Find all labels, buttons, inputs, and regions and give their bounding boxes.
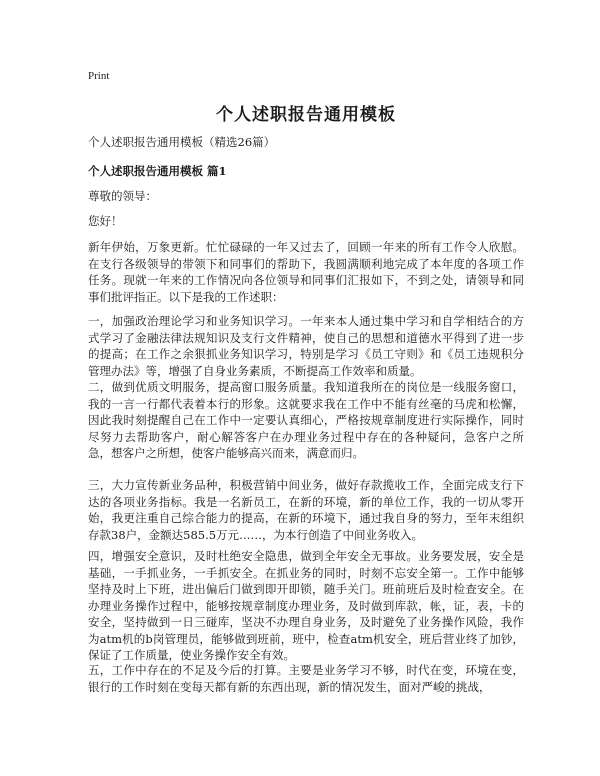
document-subtitle: 个人述职报告通用模板（精选26篇） — [88, 135, 276, 149]
salutation: 尊敬的领导： — [88, 189, 157, 203]
paragraph: 一，加强政治理论学习和业务知识学习。一年来本人通过集中学习和自学相结合的方式学习了金融法律法规知识及支行文件精神，使自己的思想和道德水平得到了进一步的提高；在工作之余狠抓业务知识学习，特别是学习《员工守则》和《员工违规积分管理办法》等，增强了自身业务素质，不断提高工作效率和质量。 — [88, 314, 524, 378]
print-link[interactable]: Print — [88, 70, 110, 82]
paragraph: 四，增强安全意识，及时杜绝安全隐患，做到全年安全无事故。业务要发展，安全是基础，一手抓业务，一手抓安全。在抓业务的同时，时刻不忘安全第一。工作中能够坚持及时上下班，进出偏后门做到即开即锁，随手关门。班前班后及时检查安全。在办理业务操作过程中，能够按规章制度办理业务，及时做到库款，帐，证，表，卡的安全，坚持做到一日三碰库，坚决不办理自身业务，及时避免了业务操作风险，我作为atm机的b岗管理员，能够做到班前，班中，检查atm机安全，班后营业终了加钞，保证了工作质量，使业务操作安全有效。 — [88, 549, 524, 662]
paragraph: 新年伊始，万象更新。忙忙碌碌的一年又过去了，回顾一年来的所有工作令人欣慰。在支行各级领导的带领下和同事们的帮助下，我圆满顺利地完成了本年度的各项工作任务。现就一年来的工作情况向各位领导和同事们汇报如下，不到之处，请领导和同事们批评指正。以下是我的工作述职： — [88, 240, 524, 304]
paragraph: 五，工作中存在的不足及今后的打算。主要是业务学习不够，时代在变，环境在变，银行的工作时刻在变每天都有新的东西出现，新的情况发生，面对严峻的挑战， — [88, 663, 524, 694]
section-heading: 个人述职报告通用模板 篇1 — [88, 164, 227, 178]
paragraph: 二，做到优质文明服务，提高窗口服务质量。我知道我所在的岗位是一线服务窗口，我的一言一行都代表着本行的形象。这就要求我在工作中不能有丝毫的马虎和松懈，因此我时刻提醒自己在工作中一定要认真细心，严格按规章制度进行实际操作，同时尽努力去帮助客户，耐心解答客户在办理业务过程中存在的各种疑问，急客户之所急，想客户之所想，使客户能够高兴而来，满意而归。 — [88, 380, 524, 460]
greeting: 您好！ — [88, 214, 123, 228]
page-title: 个人述职报告通用模板 — [216, 105, 396, 125]
paragraph: 三，大力宣传新业务品种，积极营销中间业务，做好存款揽收工作，全面完成支行下达的各项业务指标。我是一名新员工，在新的环境，新的单位工作，我的一切从零开始，我更注重自己综合能力的提高，在新的环境下，通过我自身的努力，至年末组织存款38户，金额达585.5万元……，为本行创造了中间业务收入。 — [88, 478, 524, 542]
